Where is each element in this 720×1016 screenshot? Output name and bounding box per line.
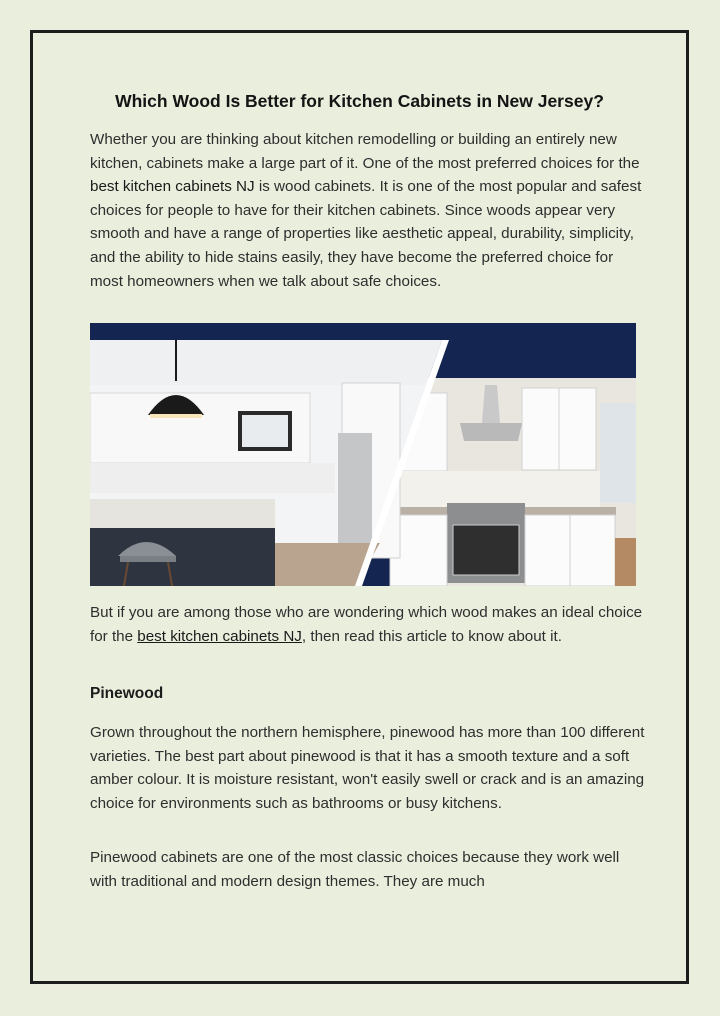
- section-heading-pinewood: Pinewood: [90, 685, 164, 702]
- para-after-image-text-end: , then read this article to know about it.: [301, 627, 562, 645]
- page-frame: [30, 30, 689, 984]
- pinewood-paragraph-1: Grown throughout the northern hemisphere, pinewood has more than 100 different varieties. The best part about pinewood is that it has a smooth texture and a soft amber colour. It is moisture resistant, won't easily swell or crack and is an amazing choice for environments such as bathrooms or busy kitchens.: [90, 724, 645, 812]
- intro-paragraph: [90, 128, 650, 293]
- page-title: Which Wood Is Better for Kitchen Cabinets in New Jersey?: [115, 91, 604, 111]
- kitchen-cabinets-photo: [90, 323, 636, 586]
- para-after-image-text-start: But if you are among those who are wondering which wood makes an ideal choice for the: [90, 604, 643, 645]
- para-after-image: [90, 601, 650, 648]
- intro-text-start: Whether you are thinking about kitchen remodelling or building an entirely new kitchen, cabinets make a large part of it. One of the most preferred choices for the: [90, 131, 640, 172]
- para-link-best-kitchen-cabinets[interactable]: best kitchen cabinets NJ: [137, 627, 302, 645]
- intro-link-best-kitchen-cabinets[interactable]: best kitchen cabinets NJ: [90, 178, 255, 196]
- pinewood-paragraph-2: Pinewood cabinets are one of the most classic choices because they work well with traditional and modern design themes. They are much: [90, 849, 620, 890]
- intro-text-end: is wood cabinets. It is one of the most popular and safest choices for people to have for their kitchen cabinets. Since woods appear very smooth and have a range of properties like aesthetic appeal, durability, simplicity, and the ability to hide stains easily, they have become the preferred choice for most homeowners when we talk about safe choices.: [90, 178, 642, 290]
